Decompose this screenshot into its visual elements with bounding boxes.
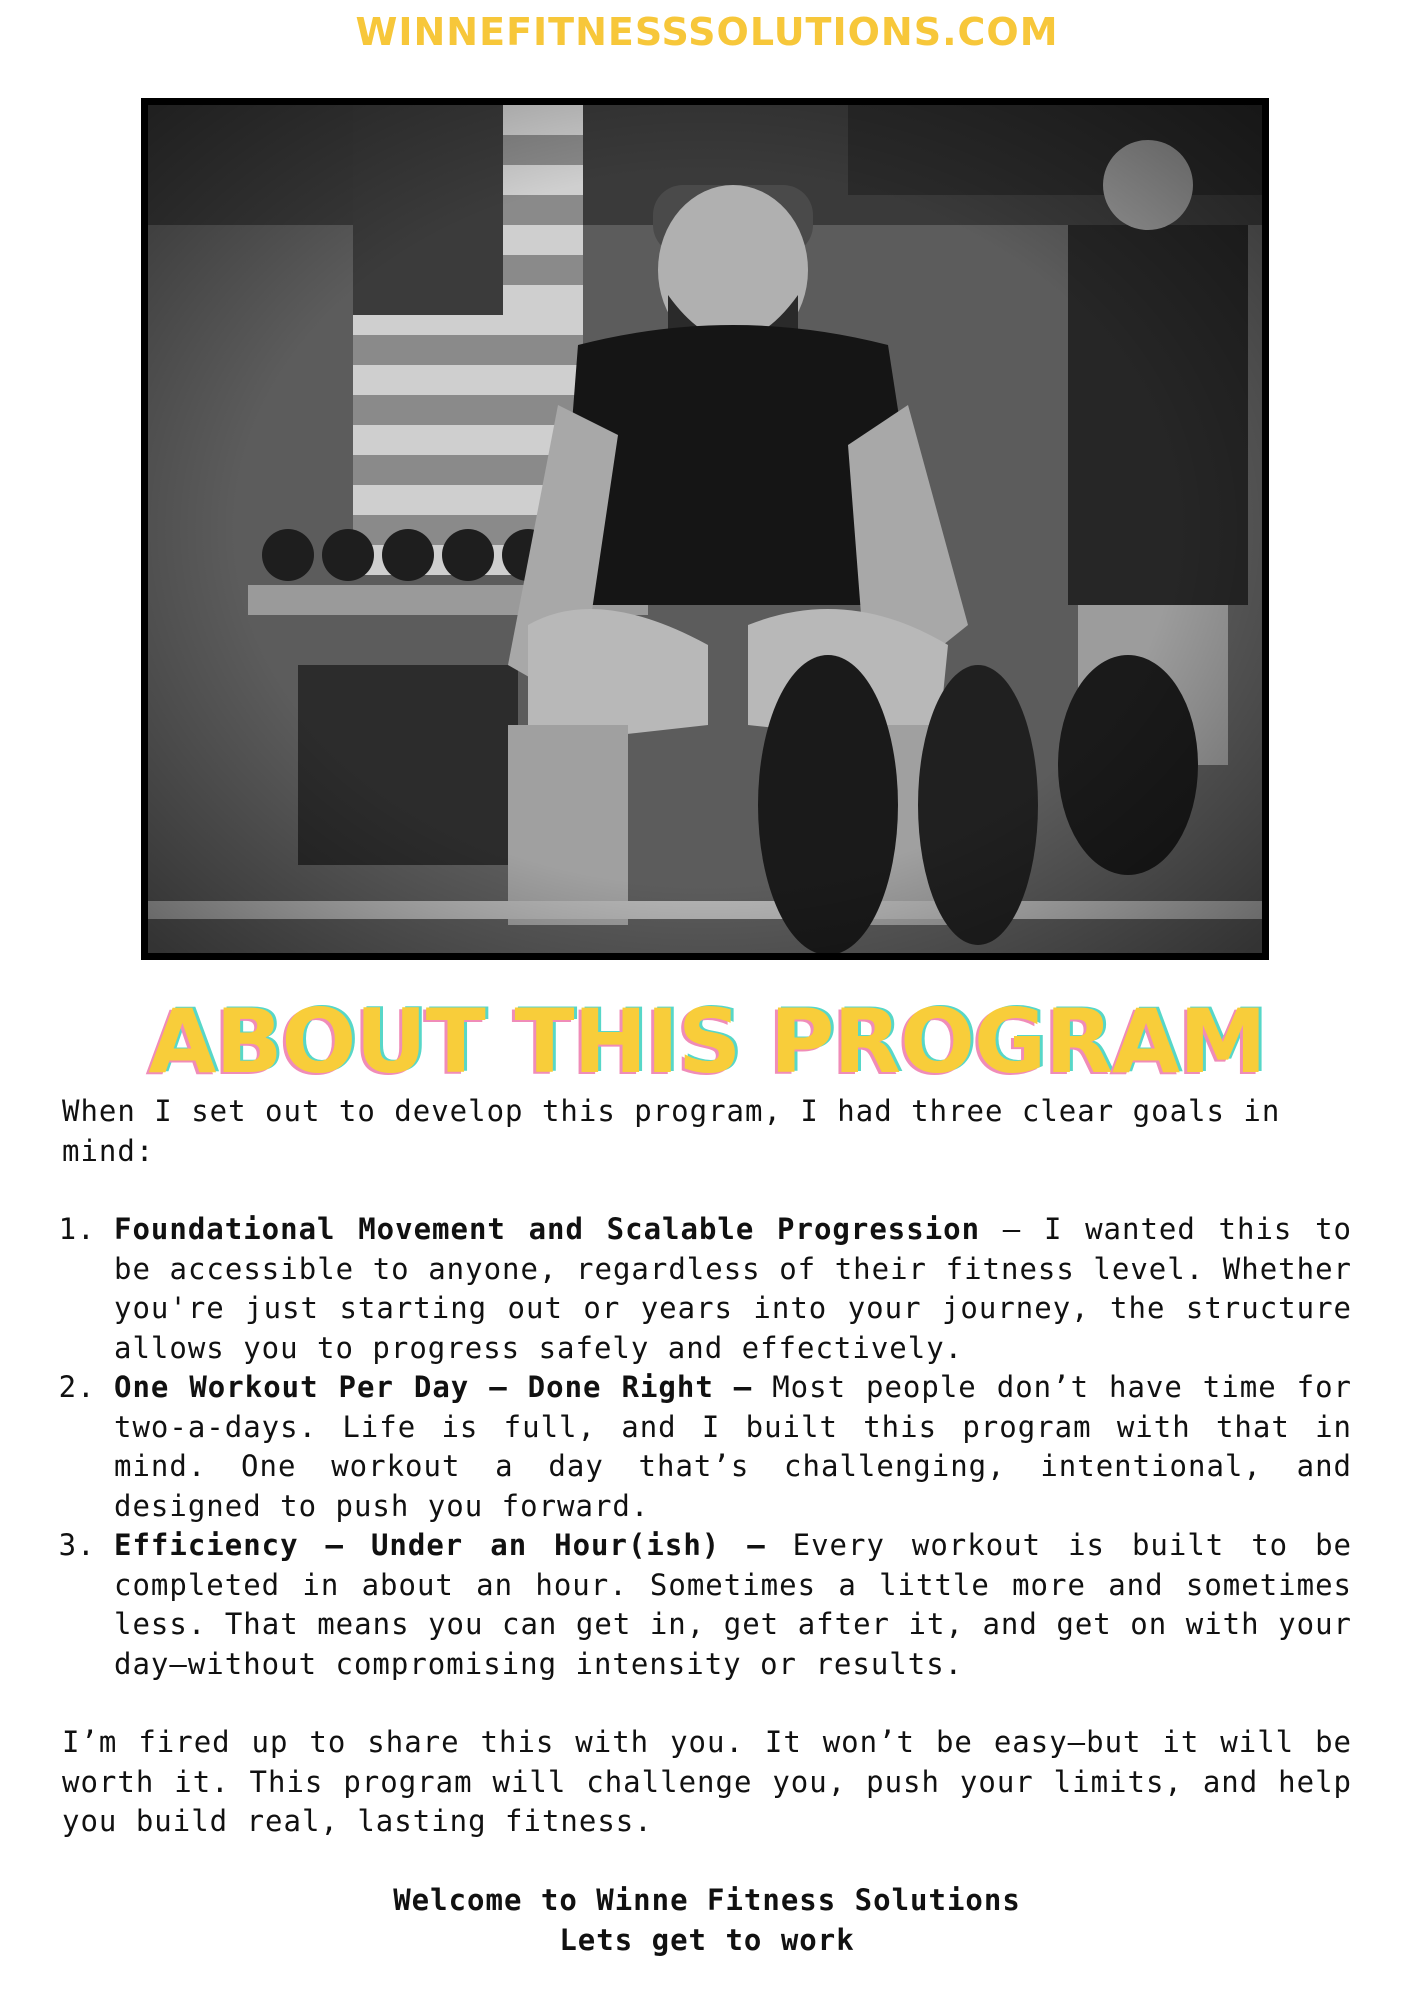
page-title: ABOUT THIS PROGRAM — [148, 990, 1266, 1093]
intro-paragraph: When I set out to develop this program, I had three clear goals in mind: — [62, 1094, 1281, 1168]
goal-title: Foundational Movement and Scalable Progression — [114, 1212, 981, 1246]
outro-paragraph: I’m fired up to share this with you. It won’t be easy—but it will be worth it. This program will challenge you, push your limits, and help you build real, lasting fitness. — [62, 1725, 1352, 1838]
goal-item — [114, 1526, 1352, 1684]
program-description — [62, 1092, 1352, 1842]
goal-text: Every workout is built to be completed in about an hour. Sometimes a little more and sometimes less. That means you can get in, get after it, and get on with your day—without compromising intensity or results. — [114, 1528, 1352, 1681]
goal-text: Most people don’t have time for two-a-days. Life is full, and I built this program with that in mind. One workout a day that’s challenging, intentional, and designed to push you forward. — [114, 1370, 1353, 1523]
closing-line-welcome: Welcome to Winne Fitness Solutions — [393, 1883, 1021, 1917]
goal-title: One Workout Per Day – Done Right – — [114, 1370, 753, 1404]
goal-title: Efficiency – Under an Hour(ish) – — [114, 1528, 766, 1562]
athlete-photo-illustration — [148, 105, 1262, 953]
goal-item — [114, 1368, 1352, 1526]
hero-photo-frame — [141, 98, 1269, 960]
closing-message — [0, 1880, 1414, 1960]
goals-list — [62, 1210, 1352, 1684]
hero-photo — [148, 105, 1262, 953]
site-url-header: WINNEFITNESSSOLUTIONS.COM — [355, 10, 1059, 54]
goal-text: – I wanted this to be accessible to anyone, regardless of their fitness level. Whether you're just starting out or years into your journey, the structure allows you to progress safely and effectively. — [114, 1212, 1353, 1365]
goal-item — [114, 1210, 1352, 1368]
closing-line-cta: Lets get to work — [559, 1923, 855, 1957]
